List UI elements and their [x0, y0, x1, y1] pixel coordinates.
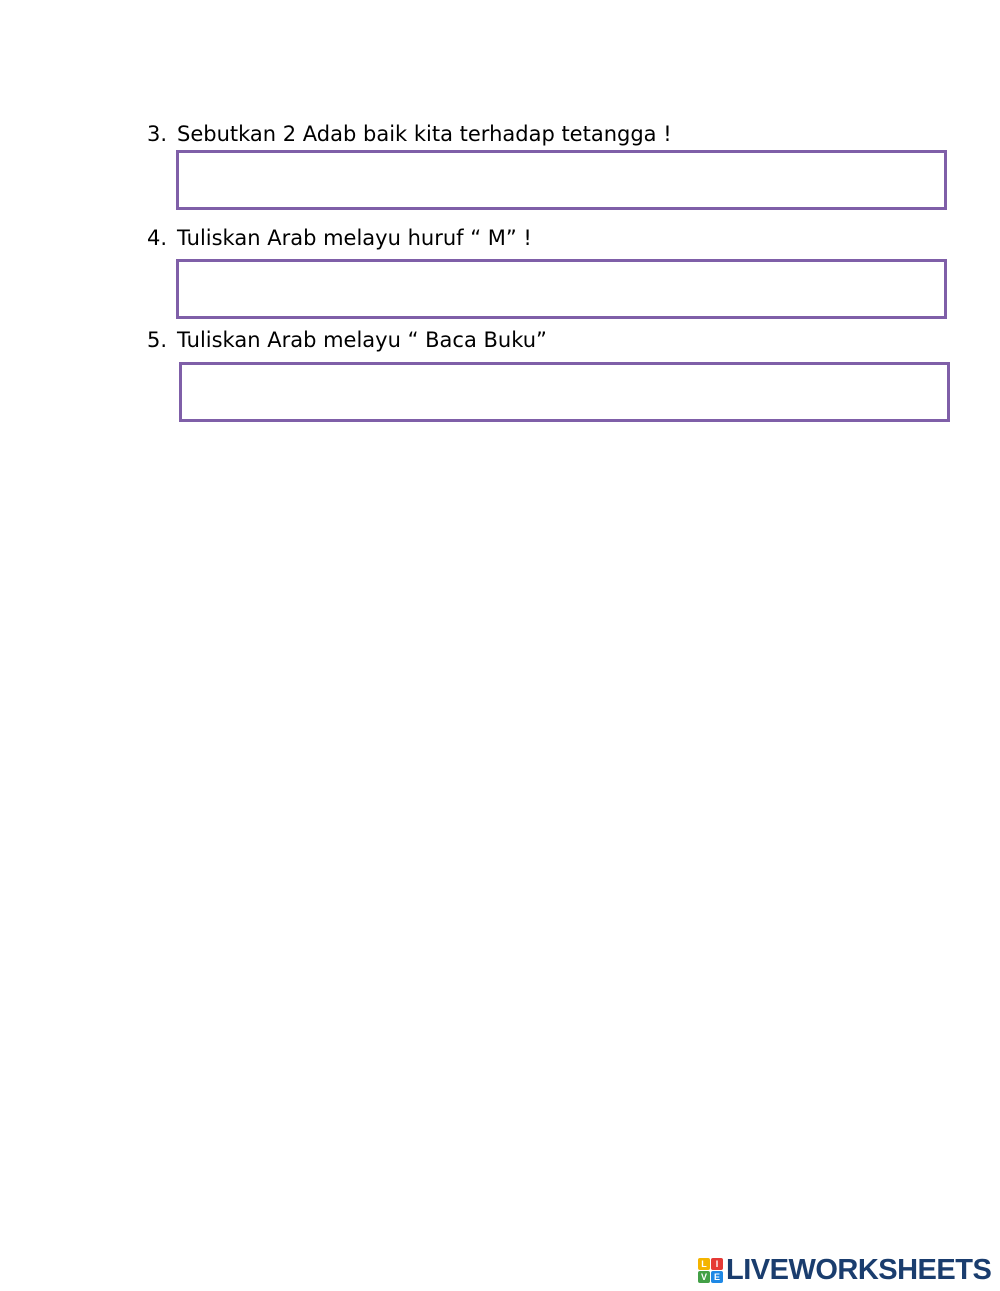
logo-block-l: L	[698, 1258, 710, 1270]
liveworksheets-logo	[698, 1255, 991, 1285]
answer-box-3[interactable]	[176, 150, 947, 210]
question-3-number: 3.	[147, 122, 168, 146]
logo-block-i: I	[711, 1258, 723, 1270]
answer-box-5[interactable]	[179, 362, 950, 422]
question-5-number: 5.	[147, 328, 168, 352]
question-3-text: Sebutkan 2 Adab baik kita terhadap tetangga !	[177, 122, 672, 146]
question-5-text: Tuliskan Arab melayu “ Baca Buku”	[177, 328, 547, 352]
question-4-number: 4.	[147, 226, 168, 250]
question-4-text: Tuliskan Arab melayu huruf “ M” !	[177, 226, 532, 250]
logo-block-v: V	[698, 1271, 710, 1283]
answer-box-4[interactable]	[176, 259, 947, 319]
logo-blocks-icon	[698, 1258, 723, 1283]
logo-block-e: E	[711, 1271, 723, 1283]
logo-text: LIVEWORKSHEETS	[726, 1254, 992, 1286]
